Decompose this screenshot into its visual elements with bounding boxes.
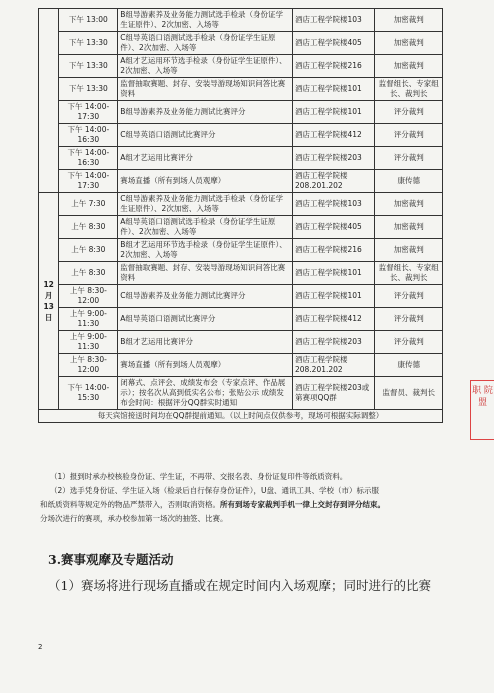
time-cell: 下午 14:00-17:30	[59, 170, 118, 193]
role-cell: 加密裁判	[375, 32, 443, 55]
note-2-b: 和纸质资料等规定外的物品严禁带入，否则取消资格。	[40, 500, 220, 509]
task-cell: A组导英语口语测试比赛评分	[118, 308, 293, 331]
location-cell: 酒店工程学院楼216	[292, 239, 375, 262]
role-cell: 加密裁判	[375, 239, 443, 262]
location-cell: 酒店工程学院楼103	[292, 9, 375, 32]
time-cell: 下午 13:30	[59, 55, 118, 78]
task-cell: 闭幕式、点评会、成绩发布会（专家点评、作品展示）；按名次从高到低实名公布；张贴公示 成绩发布会时间：根据评分QQ群实时通知	[118, 377, 293, 410]
time-cell: 上午 8:30	[59, 239, 118, 262]
role-cell: 监督员、裁判长	[375, 377, 443, 410]
location-cell: 酒店工程学院楼101	[292, 78, 375, 101]
role-cell: 评分裁判	[375, 308, 443, 331]
note-1: （1）报到时承办校核验身份证、学生证，不再带、交报名表、身份证复印件等纸质资料。	[50, 472, 348, 481]
location-cell: 酒店工程学院楼208.201.202	[292, 354, 375, 377]
note-2-cont	[40, 498, 445, 512]
location-cell: 酒店工程学院楼203	[292, 331, 375, 354]
date-char: 13	[43, 302, 54, 311]
task-cell: C组导游素养及业务能力测试选手检录（身份证学生证原件）、2次加密、入场等	[118, 193, 293, 216]
time-cell: 下午 14:00-16:30	[59, 147, 118, 170]
task-cell: B组才艺运用比赛评分	[118, 331, 293, 354]
role-cell: 加密裁判	[375, 9, 443, 32]
time-cell: 上午 9:00-11:30	[59, 308, 118, 331]
task-cell: C组导英语口语测试选手检录（身份证学生证原件）、2次加密、入场等	[118, 32, 293, 55]
role-cell: 评分裁判	[375, 124, 443, 147]
time-cell: 下午 13:30	[59, 32, 118, 55]
task-cell: C组导英语口语测试比赛评分	[118, 124, 293, 147]
task-cell: B组导游素养及业务能力测试选手检录（身份证学生证原件）、2次加密、入场等	[118, 9, 293, 32]
table-row	[39, 262, 443, 285]
table-row	[39, 101, 443, 124]
table-row	[39, 239, 443, 262]
table-row	[39, 354, 443, 377]
location-cell: 酒店工程学院楼412	[292, 308, 375, 331]
location-cell: 酒店工程学院楼101	[292, 101, 375, 124]
time-cell: 下午 14:00-16:30	[59, 124, 118, 147]
table-row	[39, 9, 443, 32]
task-cell: A组导英语口语测试选手检录（身份证学生证原件）、2次加密、入场等	[118, 216, 293, 239]
role-cell: 加密裁判	[375, 193, 443, 216]
location-cell: 酒店工程学院楼203	[292, 147, 375, 170]
notes-block	[40, 470, 445, 526]
task-cell: 监督抽取赛题、封存、安装导游现场知识问答比赛资料	[118, 78, 293, 101]
time-cell: 上午 7:30	[59, 193, 118, 216]
time-cell: 上午 8:30-12:00	[59, 285, 118, 308]
location-cell: 酒店工程学院楼216	[292, 55, 375, 78]
role-cell: 监督组长、专家组长、裁判长	[375, 262, 443, 285]
date-cell	[39, 193, 59, 410]
time-cell: 下午 14:00-17:30	[59, 101, 118, 124]
table-row	[39, 124, 443, 147]
time-cell: 上午 8:30	[59, 262, 118, 285]
table-row	[39, 331, 443, 354]
task-cell: 赛场直播（所有到场人员观摩）	[118, 170, 293, 193]
location-cell: 酒店工程学院楼405	[292, 216, 375, 239]
role-cell: 评分裁判	[375, 285, 443, 308]
task-cell: A组才艺运用比赛评分	[118, 147, 293, 170]
date-char: 月	[44, 291, 53, 300]
location-cell: 酒店工程学院楼412	[292, 124, 375, 147]
time-cell: 上午 9:00-11:30	[59, 331, 118, 354]
task-cell: B组才艺运用环节选手检录（身份证学生证原件）、2次加密、入场等	[118, 239, 293, 262]
date-cell-prev	[39, 9, 59, 193]
schedule-table	[38, 8, 443, 423]
time-cell: 上午 8:30	[59, 216, 118, 239]
page-number: 2	[38, 643, 43, 651]
table-row	[39, 308, 443, 331]
note-2-a: （2）选手凭身份证、学生证入场（检录后自行保存身份证件），U盘、通讯工具、学校（市）标示服	[50, 486, 380, 495]
section-title: 3.赛事观摩及专题活动	[48, 552, 174, 567]
date-char: 12	[43, 280, 54, 289]
location-cell: 酒店工程学院楼103	[292, 193, 375, 216]
note-2-bold: 所有到场专家裁判手机一律上交封存到评分结束。	[220, 500, 385, 509]
table-row	[39, 55, 443, 78]
time-cell: 下午 13:00	[59, 9, 118, 32]
table-row	[39, 377, 443, 410]
role-cell: 加密裁判	[375, 216, 443, 239]
date-char: 日	[44, 313, 53, 322]
paragraph: （1）赛场将进行现场直播或在规定时间内入场观摩；同时进行的比赛	[48, 578, 431, 593]
table-row	[39, 147, 443, 170]
table-row	[39, 32, 443, 55]
location-cell: 酒店工程学院楼405	[292, 32, 375, 55]
role-cell: 评分裁判	[375, 331, 443, 354]
role-cell: 加密裁判	[375, 55, 443, 78]
role-cell: 监督组长、专家组长、裁判长	[375, 78, 443, 101]
task-cell: A组才艺运用环节选手检录（身份证学生证原件）、2次加密、入场等	[118, 55, 293, 78]
location-cell: 酒店工程学院楼208.201.202	[292, 170, 375, 193]
time-cell: 下午 14:00-15:30	[59, 377, 118, 410]
role-cell: 康传德	[375, 170, 443, 193]
table-row	[39, 170, 443, 193]
task-cell: B组导游素养及业务能力测试比赛评分	[118, 101, 293, 124]
role-cell: 评分裁判	[375, 101, 443, 124]
seal-stamp	[470, 380, 494, 440]
task-cell: C组导游素养及业务能力测试比赛评分	[118, 285, 293, 308]
table-row	[39, 78, 443, 101]
note-2-end: 分场次进行的赛项，承办校参加第一场次的抽签、比赛。	[40, 514, 228, 523]
note-row	[39, 410, 443, 423]
role-cell: 康传德	[375, 354, 443, 377]
location-cell: 酒店工程学院楼203或第赛项QQ群	[292, 377, 375, 410]
seal-text: 职 院 盟	[472, 386, 493, 408]
role-cell: 评分裁判	[375, 147, 443, 170]
task-cell: 赛场直播（所有到场人员观摩）	[118, 354, 293, 377]
note-row-text: 每天宾馆接送时间均在QQ群提前通知。（以上时间点仅供参考，现场可根据实际调整）	[39, 410, 443, 423]
table-row	[39, 285, 443, 308]
note-2	[40, 484, 445, 498]
time-cell: 下午 13:30	[59, 78, 118, 101]
table-row	[39, 193, 443, 216]
location-cell: 酒店工程学院楼101	[292, 262, 375, 285]
task-cell: 监督抽取赛题、封存、安装导游现场知识问答比赛资料	[118, 262, 293, 285]
time-cell: 上午 8:30-12:00	[59, 354, 118, 377]
table-row	[39, 216, 443, 239]
location-cell: 酒店工程学院楼101	[292, 285, 375, 308]
